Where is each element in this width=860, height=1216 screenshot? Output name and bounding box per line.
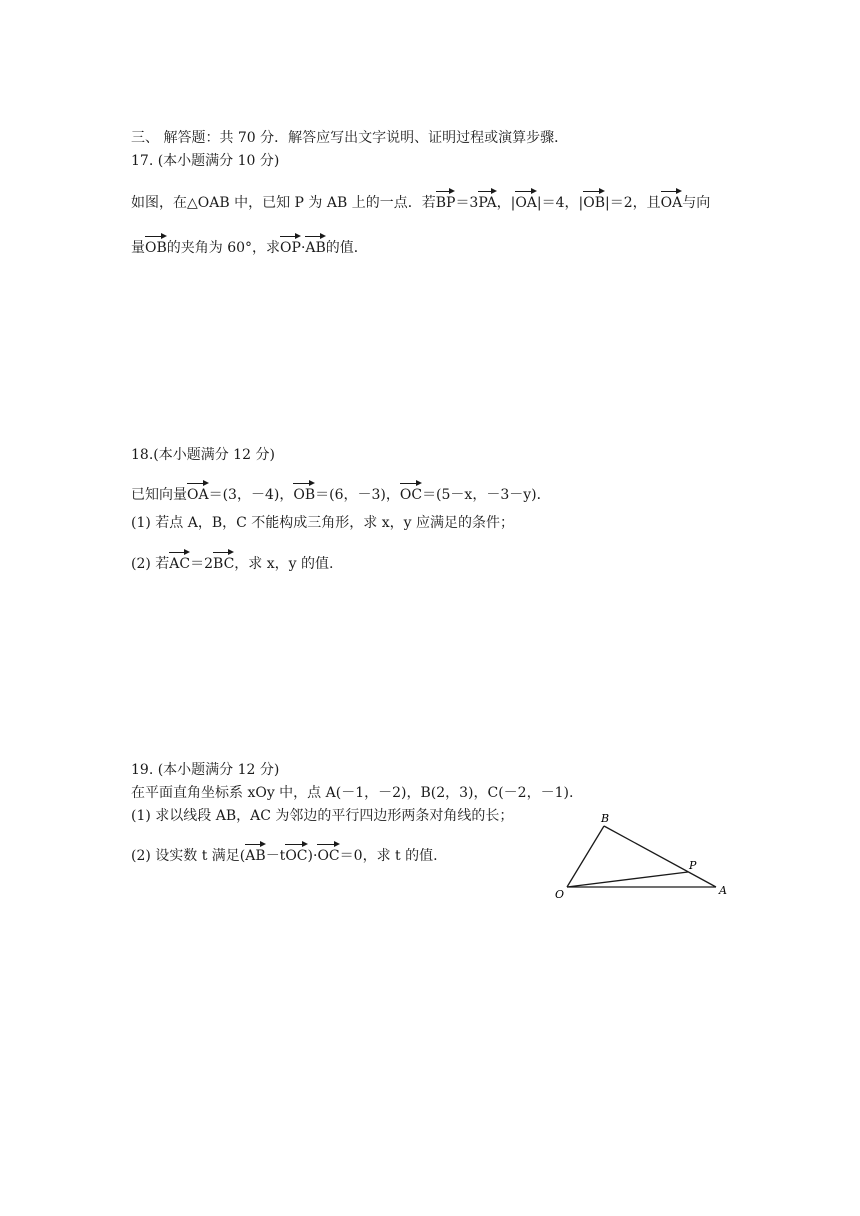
segment-op [567, 872, 688, 887]
vector-oa: OA [187, 482, 209, 505]
q17-line-1 [131, 190, 710, 213]
q19-header: 19. (本小题满分 12 分) [131, 762, 280, 778]
text: ＝3 [455, 195, 479, 211]
vector-oa: OA [661, 190, 683, 213]
text: ＝(3，－4)， [208, 487, 294, 503]
label-o: O [555, 888, 565, 901]
q17-line-2 [131, 235, 368, 258]
text: · [300, 240, 306, 256]
vector-oc: OC [285, 843, 307, 866]
q18-line-1 [131, 482, 551, 505]
text: ＝0，求 t 的值. [339, 848, 438, 864]
text: 的值． [325, 240, 368, 256]
vector-ac: AC [169, 551, 190, 574]
vector-ob: OB [583, 190, 605, 213]
text: －t [265, 848, 286, 864]
text: 量 [131, 240, 145, 256]
text: ，| [496, 195, 516, 211]
text: 已知向量 [131, 487, 187, 503]
text: |＝4，| [536, 195, 584, 211]
vector-bp: BP [436, 190, 456, 213]
vector-pa: PA [478, 190, 496, 213]
vector-ob: OB [293, 482, 315, 505]
text: ＝2 [190, 556, 214, 572]
text: 如图，在△OAB 中，已知 P 为 AB 上的一点．若 [131, 195, 436, 211]
q19-line-1: 在平面直角坐标系 xOy 中，点 A(－1，－2)，B(2，3)，C(－2，－1). [131, 785, 574, 801]
text: 与向 [682, 195, 711, 211]
section-heading: 三、 解答题：共 70 分．解答应写出文字说明、证明过程或演算步骤． [131, 130, 569, 146]
text: ＝(6，－3)， [315, 487, 400, 503]
q19-part-1: (1) 求以线段 AB，AC 为邻边的平行四边形两条对角线的长； [131, 808, 514, 824]
vector-ob: OB [145, 235, 167, 258]
text: (2) 设实数 t 满足( [131, 848, 246, 864]
vector-ab: AB [305, 235, 325, 258]
vector-op: OP [280, 235, 301, 258]
q18-part-1: (1) 若点 A，B，C 不能构成三角形，求 x，y 应满足的条件； [131, 515, 514, 531]
vector-oc: OC [317, 843, 339, 866]
vector-ab: AB [245, 843, 265, 866]
segment-ob [567, 826, 604, 887]
label-b: B [601, 812, 610, 825]
text: )· [307, 848, 318, 864]
label-p: P [689, 859, 697, 872]
vector-bc: BC [213, 551, 234, 574]
text: |＝2，且 [605, 195, 661, 211]
text: 的夹角为 60°，求 [166, 240, 281, 256]
text: ＝(5－x，－3－y)． [422, 487, 551, 503]
vector-oa: OA [515, 190, 537, 213]
text: ，求 x，y 的值. [234, 556, 334, 572]
segment-ba [604, 826, 716, 887]
vector-oc: OC [400, 482, 422, 505]
q17-header: 17. (本小题满分 10 分) [131, 153, 280, 169]
text: (2) 若 [131, 556, 170, 572]
q18-part-2 [131, 551, 333, 574]
q18-header: 18.(本小题满分 12 分) [131, 447, 275, 463]
label-a: A [719, 884, 727, 897]
q19-part-2 [131, 843, 438, 866]
